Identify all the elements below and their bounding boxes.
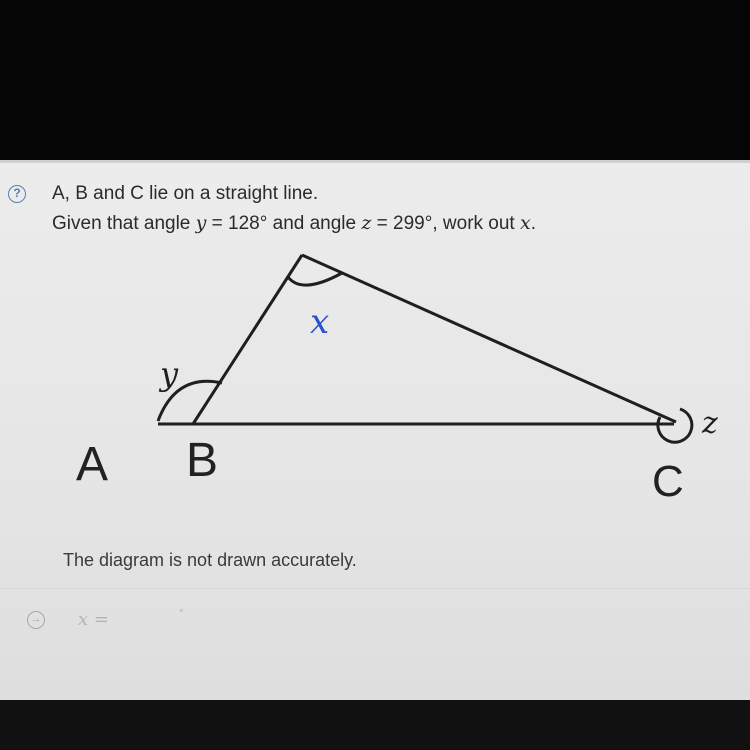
point-label-a: A bbox=[76, 438, 109, 491]
question-circle-icon[interactable]: ? bbox=[8, 185, 26, 203]
screen-bottom-bezel bbox=[0, 700, 750, 750]
variable-z: z bbox=[361, 212, 372, 234]
answer-divider bbox=[0, 588, 750, 589]
answer-input[interactable] bbox=[128, 603, 180, 635]
question-text-prefix: Given that angle bbox=[52, 213, 196, 234]
angle-x-arc bbox=[288, 273, 342, 285]
angle-label-y: y bbox=[160, 355, 179, 393]
angle-z-arc bbox=[658, 409, 692, 442]
geometry-diagram bbox=[0, 163, 750, 523]
point-label-b: B bbox=[186, 434, 219, 487]
variable-y: y bbox=[195, 212, 207, 234]
question-line-1: A, B and C lie on a straight line. bbox=[52, 183, 319, 204]
point-label-c: C bbox=[652, 457, 684, 506]
line-b-apex bbox=[193, 255, 302, 424]
question-text-end: . bbox=[530, 213, 536, 234]
angle-label-z: z bbox=[702, 406, 718, 441]
accuracy-note: The diagram is not drawn accurately. bbox=[63, 550, 357, 570]
answer-unit-degree: ° bbox=[179, 606, 184, 620]
angle-label-x: x bbox=[310, 302, 330, 342]
question-text-eq2: = 299°, work out bbox=[371, 213, 520, 234]
arrow-right-circle-icon: → bbox=[27, 611, 45, 629]
question-text-eq1: = 128° and angle bbox=[206, 213, 362, 234]
line-apex-c bbox=[302, 255, 676, 422]
answer-label: x = bbox=[78, 609, 109, 630]
variable-x: x bbox=[520, 212, 531, 234]
